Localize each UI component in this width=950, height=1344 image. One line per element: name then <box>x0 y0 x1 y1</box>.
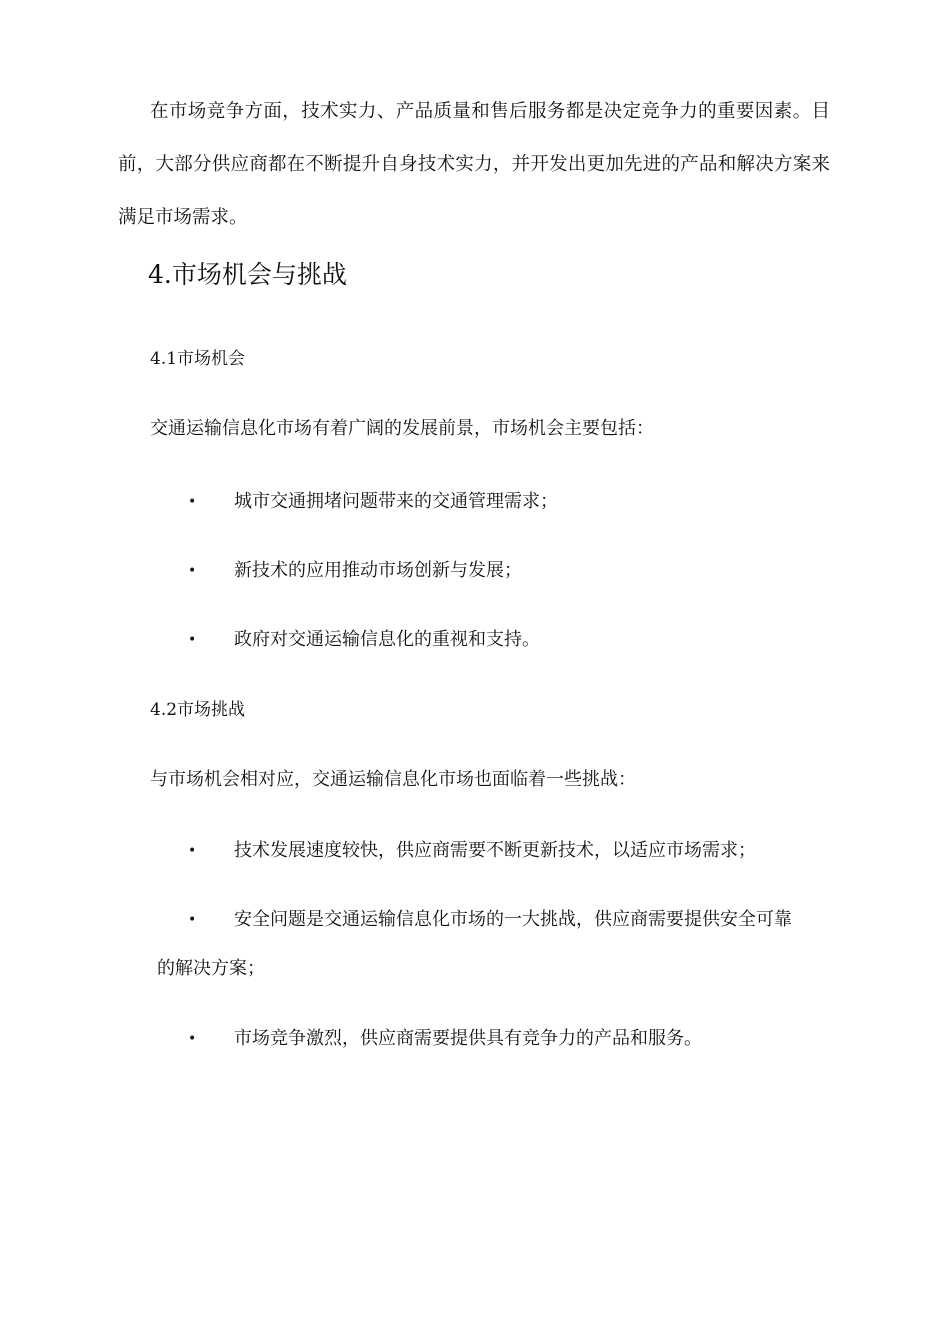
bullet-icon: • <box>188 912 197 928</box>
list-item-continuation: 的解决方案； <box>157 958 265 979</box>
list-item-text: 安全问题是交通运输信息化市场的一大挑战，供应商需要提供安全可靠 <box>234 909 792 930</box>
subsection-heading-challenges: 4.2市场挑战 <box>150 700 246 720</box>
list-item-text: 城市交通拥堵问题带来的交通管理需求； <box>234 491 558 512</box>
list-item-text: 市场竞争激烈，供应商需要提供具有竞争力的产品和服务。 <box>234 1028 702 1049</box>
bullet-icon: • <box>188 563 197 579</box>
bullet-icon: • <box>188 1031 197 1047</box>
bullet-icon: • <box>188 843 197 859</box>
list-item-text: 政府对交通运输信息化的重视和支持。 <box>234 629 540 650</box>
section-title: 4.市场机会与挑战 <box>148 260 347 289</box>
subsection-heading-opportunities: 4.1市场机会 <box>150 349 246 369</box>
challenges-lead: 与市场机会相对应，交通运输信息化市场也面临着一些挑战： <box>150 769 636 790</box>
list-item-text: 新技术的应用推动市场创新与发展； <box>234 560 522 581</box>
intro-paragraph: 在市场竞争方面，技术实力、产品质量和售后服务都是决定竞争力的重要因素。目前，大部分供应商都在不断提升自身技术实力，并开发出更加先进的产品和解决方案来满足市场需求。 <box>118 101 830 228</box>
opportunities-lead: 交通运输信息化市场有着广阔的发展前景，市场机会主要包括： <box>150 418 654 439</box>
bullet-icon: • <box>188 632 197 648</box>
bullet-icon: • <box>188 494 197 510</box>
list-item-text: 技术发展速度较快，供应商需要不断更新技术，以适应市场需求； <box>234 840 756 861</box>
